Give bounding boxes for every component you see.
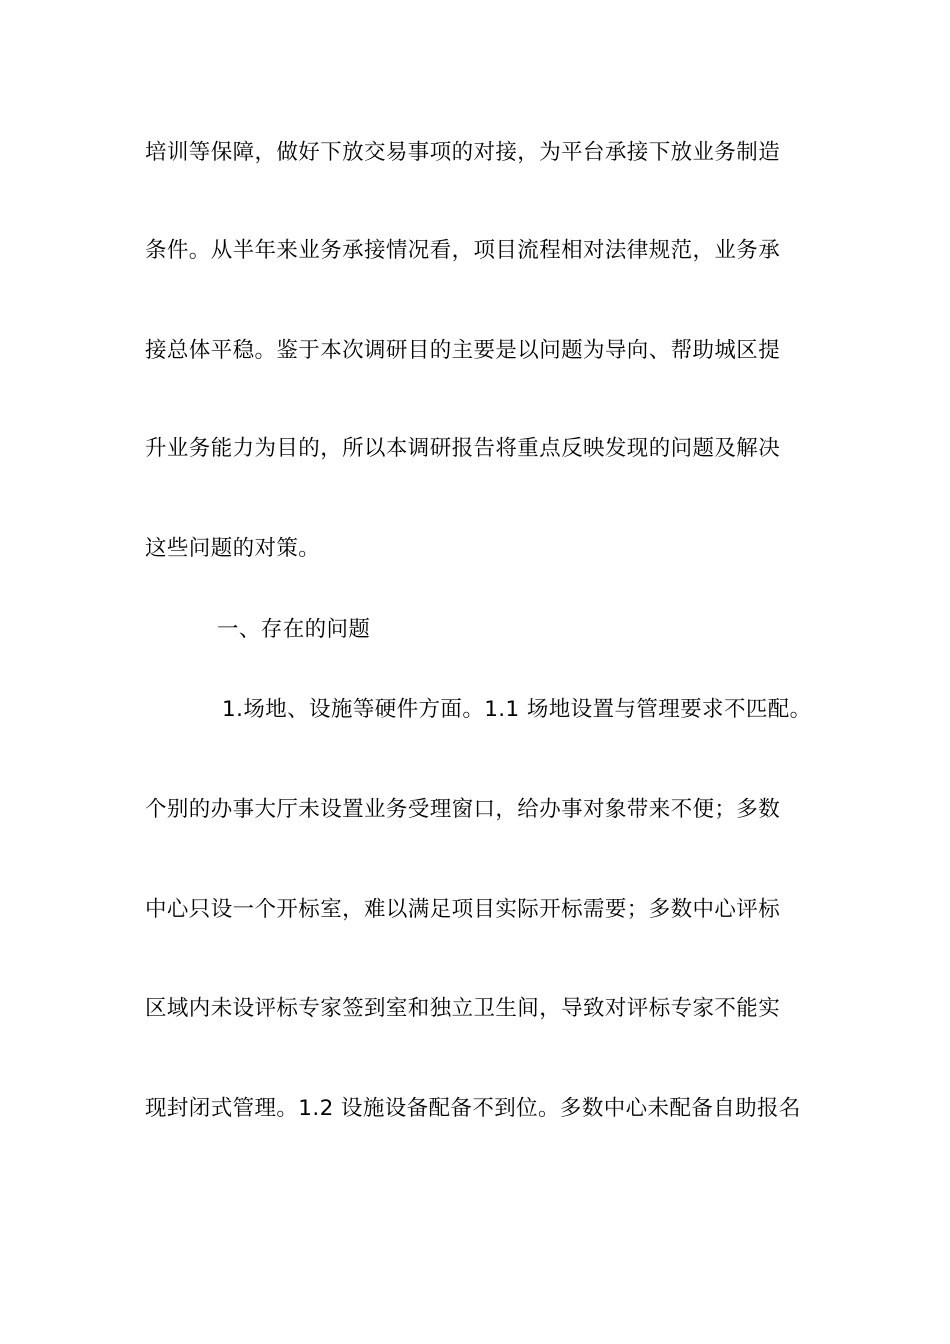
paragraph-line-8: 区域内未设评标专家签到室和独立卫生间，导致对评标专家不能实 <box>145 996 781 1021</box>
paragraph-line-2: 条件。从半年来业务承接情况看，项目流程相对法律规范，业务承 <box>145 238 781 263</box>
section-heading: 一、存在的问题 <box>217 617 371 642</box>
paragraph-line-4: 升业务能力为目的，所以本调研报告将重点反映发现的问题及解决 <box>145 436 781 461</box>
paragraph-line-6: 个别的办事大厅未设置业务受理窗口，给办事对象带来不便；多数 <box>145 797 781 822</box>
paragraph-line-3: 接总体平稳。鉴于本次调研目的主要是以问题为导向、帮助城区提 <box>145 338 781 363</box>
paragraph-line-9: 现封闭式管理。1.2 设施设备配备不到位。多数中心未配备自助报名 <box>145 1096 801 1121</box>
subsection-line-1: 1.场地、设施等硬件方面。1.1 场地设置与管理要求不匹配。 <box>222 697 812 722</box>
paragraph-line-1: 培训等保障，做好下放交易事项的对接，为平台承接下放业务制造 <box>145 140 781 165</box>
paragraph-line-5: 这些问题的对策。 <box>145 536 321 561</box>
paragraph-line-7: 中心只设一个开标室，难以满足项目实际开标需要；多数中心评标 <box>145 897 781 922</box>
